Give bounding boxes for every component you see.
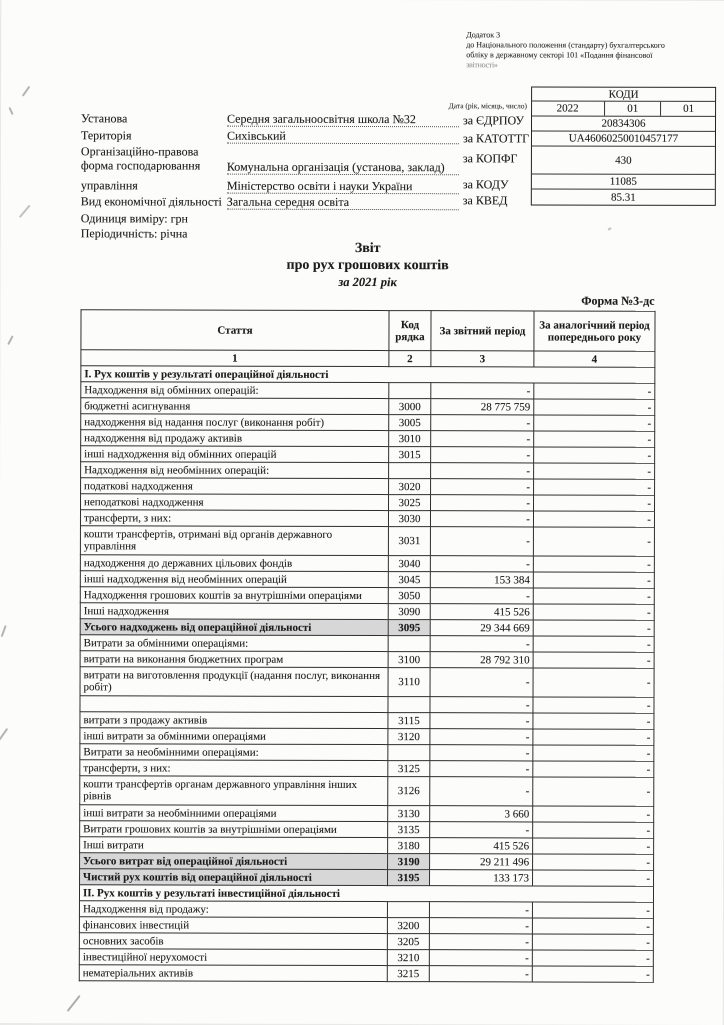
previous-period-cell: -	[533, 745, 654, 761]
section-row	[81, 366, 655, 384]
article-cell: Інші надходження	[80, 603, 388, 620]
date-year: 2022	[556, 102, 579, 115]
table-row	[81, 446, 655, 464]
codes-header: КОДИ	[532, 87, 715, 101]
table-row	[80, 526, 654, 557]
row-code-cell: 3100	[388, 652, 430, 668]
previous-period-cell: -	[533, 636, 654, 652]
previous-period-cell: -	[533, 588, 654, 604]
row-code-cell: 3135	[388, 822, 430, 838]
kved-code: 85.31	[610, 191, 636, 204]
row-code-cell	[388, 745, 430, 761]
article-cell: Надходження від продажу:	[79, 901, 387, 918]
article-cell: Чистий рух коштів від операційної діяльності	[80, 869, 388, 886]
section-label: II. Рух коштів у результаті інвестиційної діяльності	[79, 885, 653, 903]
row-code-cell	[389, 383, 431, 399]
section-label: I. Рух коштів у результаті операційної діяльності	[81, 366, 655, 384]
article-cell: інші надходження від необмінних операцій	[80, 571, 388, 588]
current-period-cell: -	[430, 761, 533, 777]
row-code-cell: 3190	[388, 854, 430, 870]
current-period-cell: -	[431, 463, 534, 479]
table-row	[79, 965, 653, 983]
article-cell: Надходження від необмінних операцій:	[81, 462, 389, 479]
current-period-cell: -	[430, 668, 533, 697]
article-cell: податкові надходження	[81, 478, 389, 495]
previous-period-cell: -	[533, 556, 654, 572]
table-row	[80, 635, 654, 653]
header-current-period: За звітний період	[431, 311, 534, 351]
current-period-cell: -	[431, 447, 534, 463]
previous-period-cell: -	[533, 806, 654, 822]
table-row	[80, 760, 654, 778]
previous-period-cell: -	[533, 838, 654, 854]
row-code-cell: 3010	[389, 431, 431, 447]
row-code-cell: 3126	[388, 777, 430, 806]
katottg-label: за КАТОТТГ	[462, 131, 530, 146]
title-line-2: про рух грошових коштів	[286, 257, 449, 274]
current-period-cell: 28 792 310	[430, 652, 533, 668]
scan-mark	[1, 625, 7, 637]
scan-mark	[7, 335, 13, 345]
row-code-cell: 3005	[389, 415, 431, 431]
date-month: 01	[604, 102, 660, 116]
previous-period-cell: -	[532, 934, 653, 950]
row-code-cell: 3000	[389, 399, 431, 415]
row-code-cell	[388, 636, 430, 652]
col-number: 3	[431, 351, 534, 367]
current-period-cell: -	[431, 495, 534, 511]
previous-period-cell: -	[534, 383, 655, 399]
row-code-cell: 3040	[388, 556, 430, 572]
current-period-cell: 415 526	[430, 604, 533, 620]
article-cell: інші витрати за необмінними операціями	[80, 805, 388, 822]
column-number-row	[81, 350, 655, 368]
previous-period-cell: -	[534, 447, 655, 463]
table-row	[79, 901, 653, 919]
previous-period-cell: -	[533, 854, 654, 870]
unit-line: Одиниця виміру: грн	[80, 211, 188, 226]
row-code-cell: 3125	[388, 761, 430, 777]
table-row	[80, 837, 654, 855]
annotation-line: до Національного положення (стандарту) бухгалтерського	[466, 40, 665, 50]
scan-mark	[19, 205, 30, 218]
territory-value: Сихівський	[227, 129, 459, 145]
current-period-cell: -	[429, 918, 532, 934]
row-code-cell: 3180	[388, 838, 430, 854]
previous-period-cell: -	[533, 572, 654, 588]
previous-period-cell: -	[533, 697, 654, 713]
current-period-cell: 28 775 759	[431, 399, 534, 415]
annotation-line: звітності»	[466, 60, 498, 70]
row-code-cell: 3090	[388, 604, 430, 620]
title-line-1: Звіт	[354, 240, 381, 257]
row-code-cell: 3120	[388, 729, 430, 745]
article-cell: надходження до державних цільових фондів	[80, 555, 388, 572]
cash-flow-table	[79, 309, 656, 983]
table-row	[81, 414, 655, 432]
row-code-cell: 3015	[389, 447, 431, 463]
header-row-code: Код рядка	[389, 311, 431, 351]
article-cell: Витрати грошових коштів за внутрішніми операціями	[80, 821, 388, 838]
current-period-cell: -	[429, 902, 532, 918]
section-row	[79, 885, 653, 903]
edrpou-code: 20834306	[532, 116, 715, 131]
article-cell: кошти трансфертів, отримані від органів державного управління	[80, 526, 388, 556]
previous-period-cell: -	[533, 668, 654, 697]
row-code-cell: 3115	[388, 713, 430, 729]
management-value: Міністерство освіти і науки України	[227, 179, 459, 195]
current-period-cell: -	[431, 479, 534, 495]
article-cell: трансферти, з них:	[80, 510, 388, 527]
article-cell: кошти трансфертів органам державного управління інших рівнів	[80, 776, 388, 806]
table-row	[80, 510, 654, 528]
date-label: Дата (рік, місяць, число)	[448, 101, 528, 111]
row-code-cell: 3215	[387, 966, 429, 982]
scan-mark	[0, 728, 8, 740]
current-period-cell: -	[431, 431, 534, 447]
row-code-cell	[387, 902, 429, 918]
previous-period-cell: -	[533, 713, 654, 729]
table-row	[80, 776, 654, 807]
previous-period-cell: -	[532, 918, 653, 934]
table-row	[80, 712, 654, 730]
article-cell: витрати на виконання бюджетних програм	[80, 651, 388, 668]
previous-period-cell: -	[534, 479, 655, 495]
article-cell: фінансових інвестицій	[79, 917, 387, 934]
activity-label: Вид економічної діяльності	[80, 194, 222, 209]
row-code-cell: 3025	[389, 495, 431, 511]
current-period-cell: 29 211 496	[430, 854, 533, 870]
edrpou-label: за ЄДРПОУ	[463, 113, 525, 128]
previous-period-cell: -	[534, 415, 655, 431]
table-row	[80, 603, 654, 621]
table-row	[80, 728, 654, 746]
scan-mark	[607, 227, 611, 230]
row-code-cell: 3031	[388, 527, 430, 556]
current-period-cell: -	[430, 713, 533, 729]
article-cell: Надходження грошових коштів за внутрішніми операціями	[80, 587, 388, 604]
previous-period-cell: -	[534, 431, 655, 447]
table-row	[80, 571, 654, 589]
row-code-cell: 3050	[388, 588, 430, 604]
institution-label: Установа	[81, 111, 128, 126]
current-period-cell: -	[430, 777, 533, 806]
katottg-code: UA46060250010457177	[532, 131, 715, 146]
current-period-cell: 153 384	[430, 572, 533, 588]
row-code-cell: 3200	[387, 918, 429, 934]
article-cell: надходження від продажу активів	[81, 430, 389, 447]
article-cell: витрати на виготовлення продукції (надання послуг, виконання робіт)	[80, 667, 388, 697]
article-cell: трансферти, з них:	[80, 760, 388, 777]
table-row	[80, 805, 654, 823]
previous-period-cell: -	[532, 966, 653, 982]
kodu-code: 11085	[532, 174, 715, 189]
current-period-cell: -	[430, 822, 533, 838]
row-code-cell: 3210	[387, 950, 429, 966]
scan-mark	[8, 107, 13, 115]
row-code-cell: 3030	[388, 511, 430, 527]
table-row	[79, 917, 653, 935]
annotation-line: обліку в державному секторі 101 «Подання фінансової	[466, 50, 653, 60]
current-period-cell: -	[430, 729, 533, 745]
date-day: 01	[660, 102, 716, 116]
total-row	[80, 869, 654, 887]
table-row	[81, 430, 655, 448]
row-code-cell: 3205	[387, 934, 429, 950]
current-period-cell: -	[429, 966, 532, 982]
kved-label: за КВЕД	[462, 193, 508, 208]
previous-period-cell: -	[532, 902, 653, 918]
territory-label: Територія	[80, 128, 132, 143]
previous-period-cell: -	[533, 527, 654, 556]
current-period-cell: -	[429, 950, 532, 966]
current-period-cell: 29 344 669	[430, 620, 533, 636]
article-cell: інші витрати за обмінними операціями	[80, 728, 388, 745]
article-cell: Усього витрат від операційної діяльності	[80, 853, 388, 870]
row-code-cell: 3130	[388, 806, 430, 822]
table-row	[81, 494, 655, 512]
row-code-cell	[389, 463, 431, 479]
row-code-cell: 3110	[388, 668, 430, 697]
previous-period-cell: -	[534, 399, 655, 415]
title-line-3: за 2021 рік	[338, 274, 397, 290]
article-cell: Надходження від обмінних операцій:	[81, 382, 389, 399]
kopfg-code: 430	[532, 146, 715, 174]
previous-period-cell: -	[534, 495, 655, 511]
article-cell: Усього надходжень від операційної діяльності	[80, 619, 388, 636]
previous-period-cell: -	[533, 822, 654, 838]
report-title	[81, 239, 655, 292]
form-number-label: Форма №3-дс	[581, 293, 655, 308]
row-code-cell: 3195	[388, 870, 430, 886]
table-row	[80, 587, 654, 605]
article-cell: надходження від надання послуг (виконання робіт)	[81, 414, 389, 431]
previous-period-cell: -	[533, 761, 654, 777]
previous-period-cell: -	[533, 777, 654, 806]
article-cell: Витрати за обмінними операціями:	[80, 635, 388, 652]
article-cell: інші надходження від обмінних операцій	[81, 446, 389, 463]
current-period-cell: -	[430, 556, 533, 572]
current-period-cell: -	[430, 588, 533, 604]
table-row	[81, 382, 655, 400]
article-cell: Інші витрати	[80, 837, 388, 854]
table-row	[80, 667, 654, 698]
date-row	[532, 101, 715, 116]
article-cell: бюджетні асигнування	[81, 398, 389, 415]
article-cell: Витрати за необмінними операціями:	[80, 744, 388, 761]
table-row	[81, 398, 655, 416]
header-previous-period: За аналогічний період попереднього року	[534, 311, 655, 351]
current-period-cell: -	[430, 511, 533, 527]
current-period-cell: -	[430, 745, 533, 761]
current-period-cell: -	[431, 415, 534, 431]
legal-form-label: Організаційно-правова форма господарювання	[80, 144, 201, 173]
col-number: 4	[534, 351, 655, 367]
annotation-line: Додаток 3	[466, 30, 501, 40]
previous-period-cell: -	[534, 463, 655, 479]
table-row	[79, 933, 653, 951]
article-cell: основних засобів	[79, 933, 387, 950]
previous-period-cell: -	[533, 652, 654, 668]
row-code-cell: 3095	[388, 620, 430, 636]
kodu-label: за КОДУ	[462, 177, 509, 192]
article-cell: інвестиційної нерухомості	[79, 949, 387, 966]
institution-value: Середня загальноосвітня школа №32	[227, 112, 459, 128]
col-number: 1	[81, 350, 389, 367]
legal-form-value: Комунальна організація (установа, заклад)	[227, 160, 459, 176]
current-period-cell: 415 526	[430, 838, 533, 854]
table-row	[80, 821, 654, 839]
table-row	[80, 744, 654, 762]
current-period-cell: -	[429, 934, 532, 950]
periodicity-line: Періодичність: річна	[80, 226, 188, 241]
table-row	[79, 949, 653, 967]
scan-mark	[22, 86, 30, 97]
previous-period-cell: -	[533, 511, 654, 527]
table-row	[81, 478, 655, 496]
management-label: управління	[80, 178, 138, 193]
table-row	[80, 651, 654, 669]
current-period-cell: 3 660	[430, 806, 533, 822]
article-cell: витрати з продажу активів	[80, 712, 388, 729]
row-code-cell: 3020	[389, 479, 431, 495]
previous-period-cell: -	[533, 604, 654, 620]
table-row	[80, 696, 654, 714]
previous-period-cell: -	[533, 870, 654, 886]
current-period-cell: -	[430, 697, 533, 713]
current-period-cell: -	[430, 636, 533, 652]
cash-flow-table-body	[79, 366, 655, 983]
total-row	[80, 619, 654, 637]
codes-table	[531, 86, 716, 205]
current-period-cell: -	[431, 383, 534, 399]
article-cell	[80, 696, 388, 713]
scan-mark	[67, 995, 81, 1012]
previous-period-cell: -	[533, 729, 654, 745]
activity-value: Загальна середня освіта	[227, 195, 459, 211]
row-code-cell: 3045	[388, 572, 430, 588]
previous-period-cell: -	[533, 620, 654, 636]
table-row	[80, 555, 654, 573]
header-article: Стаття	[81, 310, 389, 351]
table-row	[81, 462, 655, 480]
current-period-cell: -	[430, 527, 533, 556]
table-header-row	[81, 310, 655, 352]
row-code-cell	[388, 697, 430, 713]
appendix-annotation	[466, 30, 716, 71]
article-cell: неподаткові надходження	[81, 494, 389, 511]
total-row	[80, 853, 654, 871]
kopfg-label: за КОПФГ	[462, 151, 518, 166]
current-period-cell: 133 173	[430, 870, 533, 886]
previous-period-cell: -	[532, 950, 653, 966]
col-number: 2	[389, 351, 431, 367]
article-cell: нематеріальних активів	[79, 965, 387, 982]
